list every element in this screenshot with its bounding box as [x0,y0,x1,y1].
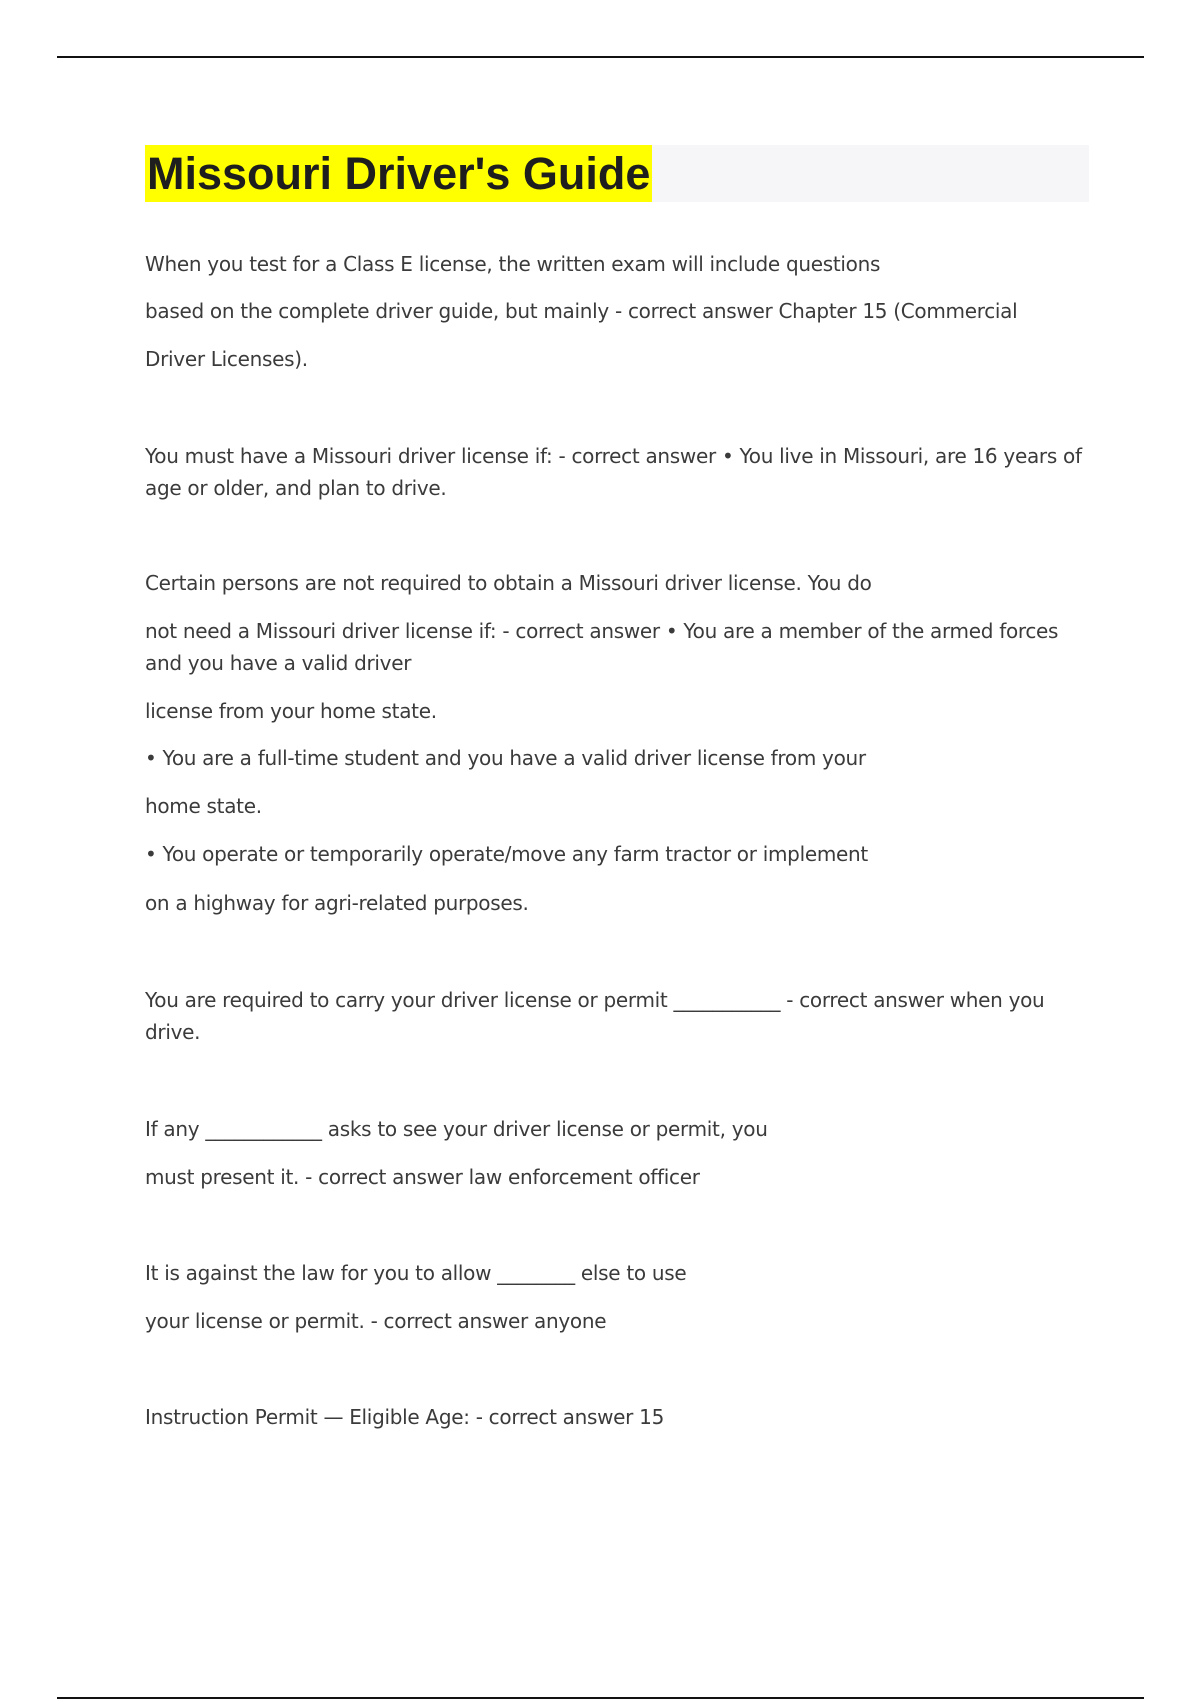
text-line: • You operate or temporarily operate/move any farm tractor or implement [145,842,868,866]
text-line: based on the complete driver guide, but mainly - correct answer Chapter 15 (Commercial [145,299,1018,323]
text-line: and you have a valid driver [145,651,412,675]
text-line: You must have a Missouri driver license if: - correct answer • You live in Missouri, are 16 years of [145,444,1082,468]
text-line: It is against the law for you to allow ________ else to use [145,1261,687,1285]
text-line: your license or permit. - correct answer anyone [145,1309,607,1333]
text-line: must present it. - correct answer law enforcement officer [145,1165,700,1189]
text-line: • You are a full-time student and you have a valid driver license from your [145,746,866,770]
text-line: on a highway for agri-related purposes. [145,891,529,915]
text-line: Certain persons are not required to obtain a Missouri driver license. You do [145,571,872,595]
text-line: age or older, and plan to drive. [145,476,447,500]
text-line: If any ____________ asks to see your driver license or permit, you [145,1117,768,1141]
text-line: Instruction Permit — Eligible Age: - correct answer 15 [145,1405,665,1429]
text-line: Driver Licenses). [145,347,308,371]
footer-rule [57,1697,1144,1699]
text-line: drive. [145,1020,201,1044]
text-line: home state. [145,794,262,818]
text-line: You are required to carry your driver license or permit ___________ - correct answer when you [145,988,1045,1012]
page-title: Missouri Driver's Guide [145,145,652,202]
header-rule [57,56,1144,58]
text-line: not need a Missouri driver license if: - correct answer • You are a member of the armed forces [145,619,1059,643]
text-line: license from your home state. [145,699,437,723]
text-line: When you test for a Class E license, the written exam will include questions [145,252,881,276]
